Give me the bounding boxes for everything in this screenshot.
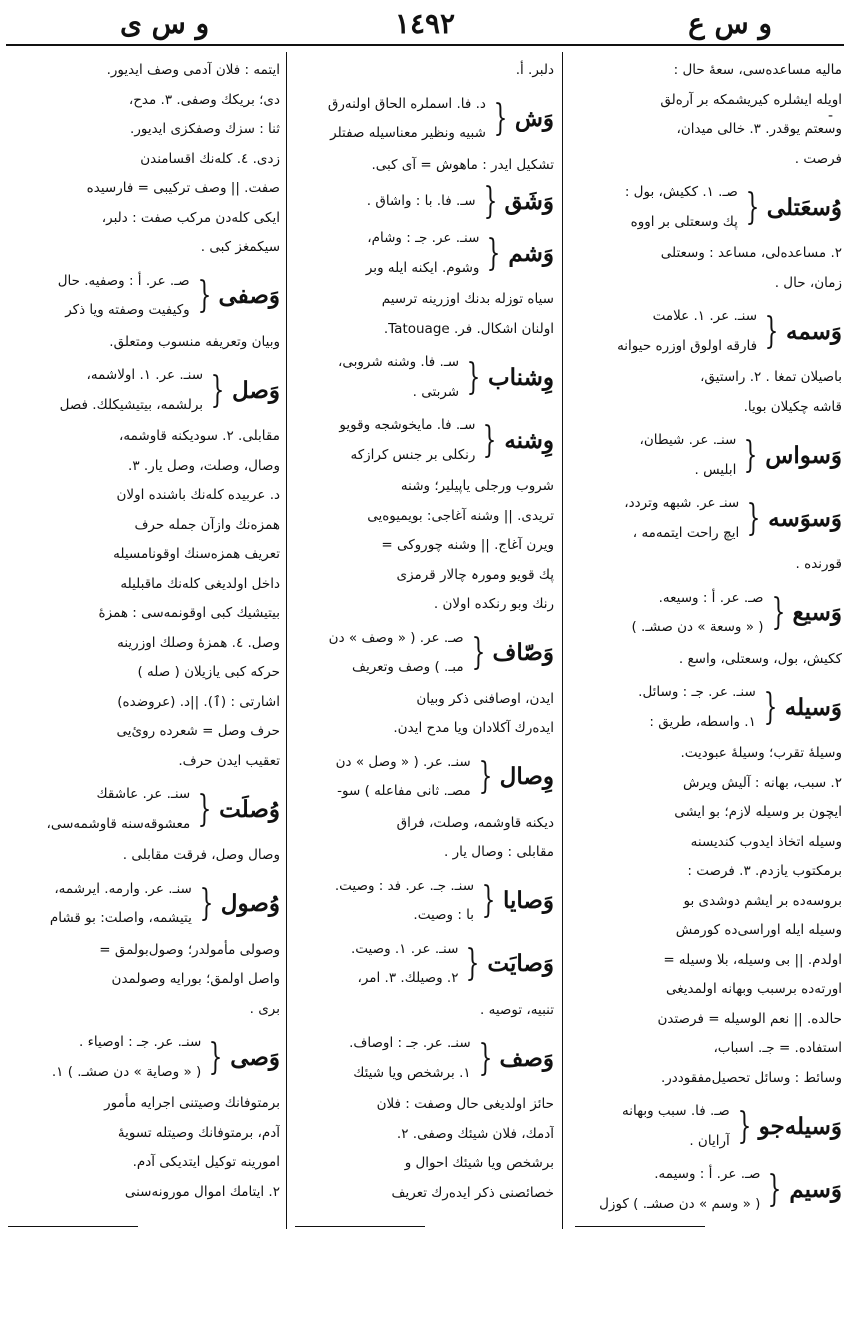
definition-line: دلبر. أ. xyxy=(515,62,554,78)
definition-line: برشخص ویا شیئك احوال و xyxy=(404,1155,554,1171)
entry-continuation xyxy=(10,1089,280,1207)
definition-line: سنـ. عر. ۱. اولاشمه، xyxy=(86,367,204,383)
definition-line: استفاده. = جـ. اسباب، xyxy=(713,1040,842,1056)
page-number: ١٤٩٢ xyxy=(394,7,456,40)
definition-line: بیتیشیك کبی اوقونمه‌سی : همزهٔ xyxy=(98,605,280,621)
entry-continuation xyxy=(10,422,280,776)
definition-line: مقابلی. ۲. سودیکنه قاوشمه، xyxy=(118,428,280,444)
headword: وَسیله‌جو xyxy=(758,1112,842,1140)
entry-definition-box xyxy=(574,584,764,643)
definition-line: سـ. فا. با : واشاق . xyxy=(366,193,476,210)
definition-line: وبیان وتعریفه منسوب ومتعلق. xyxy=(109,333,280,350)
dictionary-entry xyxy=(574,1160,842,1219)
brace-icon: { xyxy=(478,1037,492,1079)
header-left-letters: و س ى xyxy=(120,7,210,40)
definition-line: د. عربیده کله‌نك باشنده اولان xyxy=(116,487,280,503)
entry-definition-box xyxy=(302,748,471,807)
column-left xyxy=(10,56,280,1235)
definition-line: وصال وصل، فرقت مقابلی . xyxy=(122,847,280,863)
brace-icon: { xyxy=(737,1105,752,1147)
definition-line: پك قویو ومورہ چالار قرمزی xyxy=(396,566,554,583)
definition-line: دی؛ بریکك وصفی. ۳. مدح، xyxy=(128,91,280,108)
definition-line: سنـ. عر. جـ : وسائل. xyxy=(638,684,756,700)
definition-line: ثنا : سزك وصفکزی ایدیور. xyxy=(130,121,280,137)
definition-line: سنـ. عر. جـ : وشام، xyxy=(367,230,480,246)
definition-line: صـ. عر. أ : وسیعه. xyxy=(658,589,764,606)
headword: وَشم xyxy=(508,239,554,267)
definition-line: تریدی. || وشنه آغاجی: بویمیوه‌یی xyxy=(367,507,554,524)
header-right-letters: و س ع xyxy=(688,7,772,40)
definition-line: وسیلهٔ تقرب؛ وسیلهٔ عبودیت. xyxy=(680,745,842,761)
definition-line: سـ. فا. مایخوشجه وقویو xyxy=(339,417,476,433)
definition-line: ۱. برشخص ویا شیئك xyxy=(353,1064,471,1081)
column-divider xyxy=(562,52,563,1229)
definition-line: آدم، برمتوفانك وصیتله تسویهٔ xyxy=(117,1124,280,1141)
margin-dash: ‑ xyxy=(828,108,834,124)
definition-line: وسائط : وسائل تحصیل‌مفقوددر. xyxy=(660,1069,842,1086)
definition-line: زمان، حال . xyxy=(774,274,842,291)
definition-line: سنـ. عر. جـ : اوصاف. xyxy=(349,1035,471,1051)
definition-line: سنـ. عر. ۱. وصیت. xyxy=(350,940,459,957)
headword: وَصایَت xyxy=(487,950,554,977)
definition-line: صـ. عر. ( « وصف » دن xyxy=(328,629,464,646)
definition-line: ایچ راحت ایتمه‌مه ، xyxy=(632,524,740,541)
definition-line: وصل. ٤. همزهٔ وصلك اوزرینه xyxy=(117,634,280,651)
brace-icon: { xyxy=(466,943,480,984)
definition-line: رنکلی بر جنس کرازکه xyxy=(350,446,476,463)
definition-line: دیکنه قاوشمه، وصلت، فراق xyxy=(396,814,554,831)
entry-definition-box xyxy=(10,875,192,934)
definition-line: مقابلی : وصال یار . xyxy=(444,844,554,860)
definition-line: ۲. مساعده‌لی، مساعد : وسعتلی xyxy=(660,245,842,261)
definition-line: ۲. وصیلك. ۳. امر، xyxy=(357,970,459,986)
definition-line: سنـ. جـ. عر. فد : وصیت. xyxy=(334,877,475,894)
definition-line: وسیله اتخاذ ایدوب کندیسنه xyxy=(690,833,842,850)
definition-line: سنـ. عر. جـ : اوصیاء . xyxy=(78,1034,202,1050)
headword: وَسمه xyxy=(785,317,842,345)
definition-line: حائز اولدیغی حال وصفت : فلان xyxy=(376,1096,554,1112)
dictionary-entry xyxy=(302,624,554,683)
entry-definition-box xyxy=(302,224,479,283)
headword: وَش xyxy=(514,105,554,132)
definition-line: ( « وسعة » دن صشـ. ) xyxy=(631,619,764,635)
entry-continuation xyxy=(302,996,554,1026)
entry-continuation xyxy=(302,151,554,181)
dictionary-entry xyxy=(302,935,554,994)
definition-line: تعقیب ایدن حرف. xyxy=(178,752,280,769)
definition-line: برمکتوب یازدم. ۳. فرصت : xyxy=(687,863,842,879)
definition-line: سنـ عر. شبهه وتردد، xyxy=(624,495,740,511)
definition-line: خصائصنی ذکر ایده‌رك تعریف xyxy=(391,1184,554,1201)
dictionary-entry xyxy=(574,678,842,737)
dictionary-entry xyxy=(574,489,842,548)
definition-line: حرف وصل = شعرده رویٔ‌یی xyxy=(116,723,280,739)
definition-line: وشوم. ایکنه ایله وبر xyxy=(365,259,480,276)
header-rule xyxy=(6,44,844,46)
entry-continuation xyxy=(10,328,280,358)
definition-line: ۲. سبب، بهانه : آلیش ویرش xyxy=(682,774,842,791)
entry-definition-box xyxy=(574,678,756,737)
definition-line: آرایان . xyxy=(689,1132,730,1149)
brace-icon: { xyxy=(197,275,211,316)
definition-line: قاشه چکیلان بویا. xyxy=(743,398,842,415)
headword: وِشنه xyxy=(504,426,554,454)
dictionary-entry xyxy=(302,748,554,807)
definition-line: ۱. واسطه، طریق : xyxy=(649,713,756,730)
entry-continuation xyxy=(302,1090,554,1208)
headword: وِشناب xyxy=(488,363,554,391)
definition-line: شبیه ونظیر معناسیله صفتلر xyxy=(330,125,486,141)
entry-continuation xyxy=(302,56,554,86)
dictionary-entry xyxy=(302,90,554,149)
brace-icon: { xyxy=(478,756,493,797)
dictionary-entry xyxy=(302,181,554,222)
dictionary-entry xyxy=(574,426,842,485)
definition-line: بروسه‌ده بر ایشم دوشدی بو xyxy=(683,892,842,909)
definition-line: ایتمه : فلان آدمی وصف ایدیور. xyxy=(106,62,280,78)
definition-line: اولدم. || بی وسیله، بلا وسیله = xyxy=(663,951,842,968)
definition-line: برمتوفانك وصیتنی اجرایه مأمور xyxy=(104,1095,280,1111)
definition-line: صـ. عر. أ : وسیمه. xyxy=(654,1166,761,1182)
headword: وُصلَت xyxy=(219,795,280,823)
headword: وَشَق xyxy=(504,188,554,215)
entry-definition-box xyxy=(302,624,464,683)
entry-continuation xyxy=(574,550,842,580)
definition-line: سیکمغز کبی . xyxy=(200,239,280,255)
definition-line: صـ. عر. أ : وصفیه. حال xyxy=(57,272,190,289)
definition-line: وکیفیت وصفته ویا ذکر xyxy=(65,302,190,318)
column-right xyxy=(574,56,842,1235)
entry-continuation xyxy=(10,56,280,263)
headword: وِصال xyxy=(499,763,554,790)
definition-line: صفت. || وصف ترکیبی = فارسیده xyxy=(86,180,280,196)
definition-line: حالده. || نعم الوسیله = فرصتدن xyxy=(657,1010,842,1027)
brace-icon: { xyxy=(746,497,761,539)
definition-line: وصولی مأمولدر؛ وصول‌بولمق = xyxy=(99,941,280,958)
brace-icon: { xyxy=(486,232,501,274)
definition-line: سنـ. عر. ( « وصل » دن xyxy=(335,753,471,770)
definition-line: سنـ. عر. ۱. علامت xyxy=(652,308,758,324)
brace-icon: { xyxy=(763,686,778,728)
entry-continuation xyxy=(302,685,554,744)
definition-line: وصال، وصلت، وصل یار. ۳. xyxy=(128,457,280,474)
definition-line: اویله ایشلره کیریشمکه بر آره‌لق xyxy=(660,91,842,108)
entry-definition-box xyxy=(574,178,738,237)
definition-line: ایچون بر وسیله لازم؛ بو ایشی xyxy=(674,804,842,820)
definition-line: مصـ. ثانی مفاعله ) سو- xyxy=(337,783,471,799)
entry-definition-box xyxy=(10,780,190,839)
entry-continuation xyxy=(302,809,554,868)
headword: وَصایا xyxy=(502,887,554,914)
entry-continuation xyxy=(574,363,842,422)
brace-icon: { xyxy=(208,1036,223,1078)
column-end-rule xyxy=(575,1226,705,1227)
headword: وُصول xyxy=(220,890,280,917)
headword: وَسیله xyxy=(784,693,842,721)
headword: وُسعَتلی xyxy=(766,193,842,221)
definition-line: سیاه توزله بدنك اوزرینه ترسیم xyxy=(381,291,554,307)
dictionary-entry xyxy=(302,872,554,931)
dictionary-entry xyxy=(302,411,554,470)
headword: وَسیع xyxy=(792,599,842,626)
dictionary-entry xyxy=(10,875,280,934)
dictionary-entry xyxy=(302,224,554,283)
definition-line: داخل اولدیغی کله‌نك ماقبلیله xyxy=(120,575,280,592)
brace-icon: { xyxy=(483,181,497,222)
entry-continuation xyxy=(10,841,280,871)
definition-line: اورته‌ده برسبب وبهانه اولمدیغی xyxy=(666,981,842,997)
column-end-rule xyxy=(8,1226,138,1227)
definition-line: سنـ. عر. عاشقك xyxy=(96,786,191,802)
dictionary-entry xyxy=(574,178,842,237)
headword: وَسواس xyxy=(765,441,842,469)
brace-icon: { xyxy=(466,356,481,398)
brace-icon: { xyxy=(481,880,496,921)
brace-icon: { xyxy=(483,419,497,461)
definition-line: همزه‌نك وازآن جمله حرف xyxy=(134,516,280,533)
definition-line: پك وسعتلی بر اووه xyxy=(630,213,738,230)
definition-line: بری . xyxy=(249,1000,280,1017)
brace-icon: { xyxy=(493,98,508,139)
brace-icon: { xyxy=(197,788,212,830)
brace-icon: { xyxy=(743,434,758,476)
brace-icon: { xyxy=(471,632,485,673)
brace-icon: { xyxy=(199,883,214,924)
entry-definition-box xyxy=(574,302,757,361)
definition-line: ابلیس . xyxy=(694,461,737,478)
entry-definition-box xyxy=(10,267,190,326)
definition-line: ایدن، اوصافنی ذکر وبیان xyxy=(416,690,554,707)
dictionary-entry xyxy=(302,1029,554,1088)
definition-line: حرکه کبی یازیلان ( صله ) xyxy=(137,664,280,680)
brace-icon: { xyxy=(745,186,760,228)
definition-line: سـ. فا. وشنه شروبی، xyxy=(338,354,460,370)
dictionary-entry xyxy=(574,1097,842,1156)
dictionary-entry xyxy=(302,348,554,407)
definition-line: صـ. ۱. ککیش، بول : xyxy=(624,184,738,200)
definition-line: شروب ورجلی یاپیلیر؛ وشنه xyxy=(400,478,554,494)
definition-line: رنك وبو رنکده اولان . xyxy=(433,596,554,612)
definition-line: شربتی . xyxy=(412,383,460,400)
entry-continuation xyxy=(574,645,842,675)
column-middle xyxy=(302,56,554,1235)
definition-line: وسعتم یوقدر. ۳. خالی میدان، xyxy=(676,121,842,137)
definition-line: تشکیل ایدر : ماهوش = آی کبی. xyxy=(371,156,554,173)
definition-line: ایده‌رك آکلادان ویا مدح ایدن. xyxy=(393,720,554,736)
column-end-rule xyxy=(295,1226,425,1227)
entry-continuation xyxy=(574,239,842,298)
headword: وَصّاف xyxy=(492,639,554,666)
definition-line: ۲. ایتامك اموال مورونه‌سنی xyxy=(124,1183,280,1200)
entry-definition-box xyxy=(302,187,476,217)
headword: وَصف xyxy=(499,1044,554,1072)
definition-line: سنـ. عر. شیطان، xyxy=(639,432,737,448)
definition-line: مالیه مساعده‌سی، سعهٔ حال : xyxy=(673,62,842,78)
definition-line: باصیلان تمغا . ۲. راستیق، xyxy=(700,369,842,385)
definition-line: فرصت . xyxy=(794,150,842,167)
brace-icon: { xyxy=(771,592,785,633)
entry-definition-box xyxy=(302,411,475,470)
definition-line: امورینه توکیل ایتدیکی آدم. xyxy=(132,1154,280,1170)
entry-definition-box xyxy=(302,935,458,994)
definition-line: ( « وسم » دن صشـ. ) کوزل xyxy=(599,1195,761,1212)
definition-line: وسیله ایله اوراسی‌ده کورمش xyxy=(675,922,842,938)
entry-definition-box xyxy=(302,872,474,931)
column-divider xyxy=(286,52,287,1229)
entry-continuation xyxy=(574,739,842,1093)
entry-continuation xyxy=(10,936,280,1025)
definition-line: ( « وصایة » دن صشـ. ) ۱. xyxy=(51,1063,202,1080)
definition-line: ویرن آغاج. || وشنه چوروکی = xyxy=(381,537,554,553)
dictionary-entry xyxy=(574,302,842,361)
headword: وَسیم xyxy=(789,1175,842,1203)
definition-line: تنبیه، توصیه . xyxy=(480,1001,554,1018)
definition-line: برلشمه، بیتیشیکلك. فصل xyxy=(59,396,204,413)
definition-line: اولنان اشکال. فر. Tatouage. xyxy=(383,320,554,337)
entry-continuation xyxy=(574,56,842,174)
dictionary-entry xyxy=(10,267,280,326)
definition-line: ایکی کله‌دن مرکب صفت : دلبر، xyxy=(101,209,280,226)
definition-line: زدی. ٤. کله‌نك اقسامندن xyxy=(140,150,280,167)
definition-line: د. فا. اسملره الحاق اولنه‌رق xyxy=(327,95,486,112)
definition-line: اشارتی : (ٱ). ||د. (عروضده) xyxy=(117,693,280,710)
definition-line: صـ. فا. سبب وبهانه xyxy=(622,1103,730,1119)
entry-continuation xyxy=(302,472,554,620)
headword: وَصل xyxy=(231,376,280,404)
entry-definition-box xyxy=(574,489,739,548)
entry-definition-box xyxy=(10,361,203,420)
entry-definition-box xyxy=(10,1028,201,1087)
entry-definition-box xyxy=(302,90,486,149)
entry-definition-box xyxy=(574,426,736,485)
definition-line: با : وصیت. xyxy=(413,907,475,923)
definition-line: واصل اولمق؛ بورایه وصولمدن xyxy=(111,971,280,987)
definition-line: سنـ. عر. وارمه. ایرشمه، xyxy=(54,880,192,897)
definition-line: ککیش، بول، وسعتلی، واسع . xyxy=(678,650,842,667)
definition-line: قورنده . xyxy=(795,556,842,572)
entry-definition-box xyxy=(302,1029,471,1088)
definition-line: آدمك، فلان شیئك وصفی. ۲. xyxy=(396,1125,554,1142)
definition-line: مبـ. ) وصف وتعریف xyxy=(351,659,464,675)
brace-icon: { xyxy=(764,310,779,352)
dictionary-entry xyxy=(574,584,842,643)
headword: وَصفی xyxy=(218,282,280,309)
entry-definition-box xyxy=(574,1160,760,1219)
brace-icon: { xyxy=(210,369,225,411)
brace-icon: { xyxy=(768,1168,782,1210)
entry-definition-box xyxy=(574,1097,730,1156)
definition-line: یتیشمه، واصلت: بو قشام xyxy=(49,910,192,926)
dictionary-entry xyxy=(10,1028,280,1087)
dictionary-entry xyxy=(10,780,280,839)
entry-definition-box xyxy=(302,348,459,407)
headword: وَصی xyxy=(230,1043,280,1071)
entry-continuation xyxy=(302,285,554,344)
headword: وَسوَسه xyxy=(768,504,842,532)
definition-line: فارقه اولوق اوزره حیوانه xyxy=(617,337,758,354)
definition-line: تعریف همزه‌سنك اوقونامسیله xyxy=(113,546,280,562)
dictionary-entry xyxy=(10,361,280,420)
definition-line: معشوقه‌سنه قاوشمه‌سی، xyxy=(46,815,191,832)
